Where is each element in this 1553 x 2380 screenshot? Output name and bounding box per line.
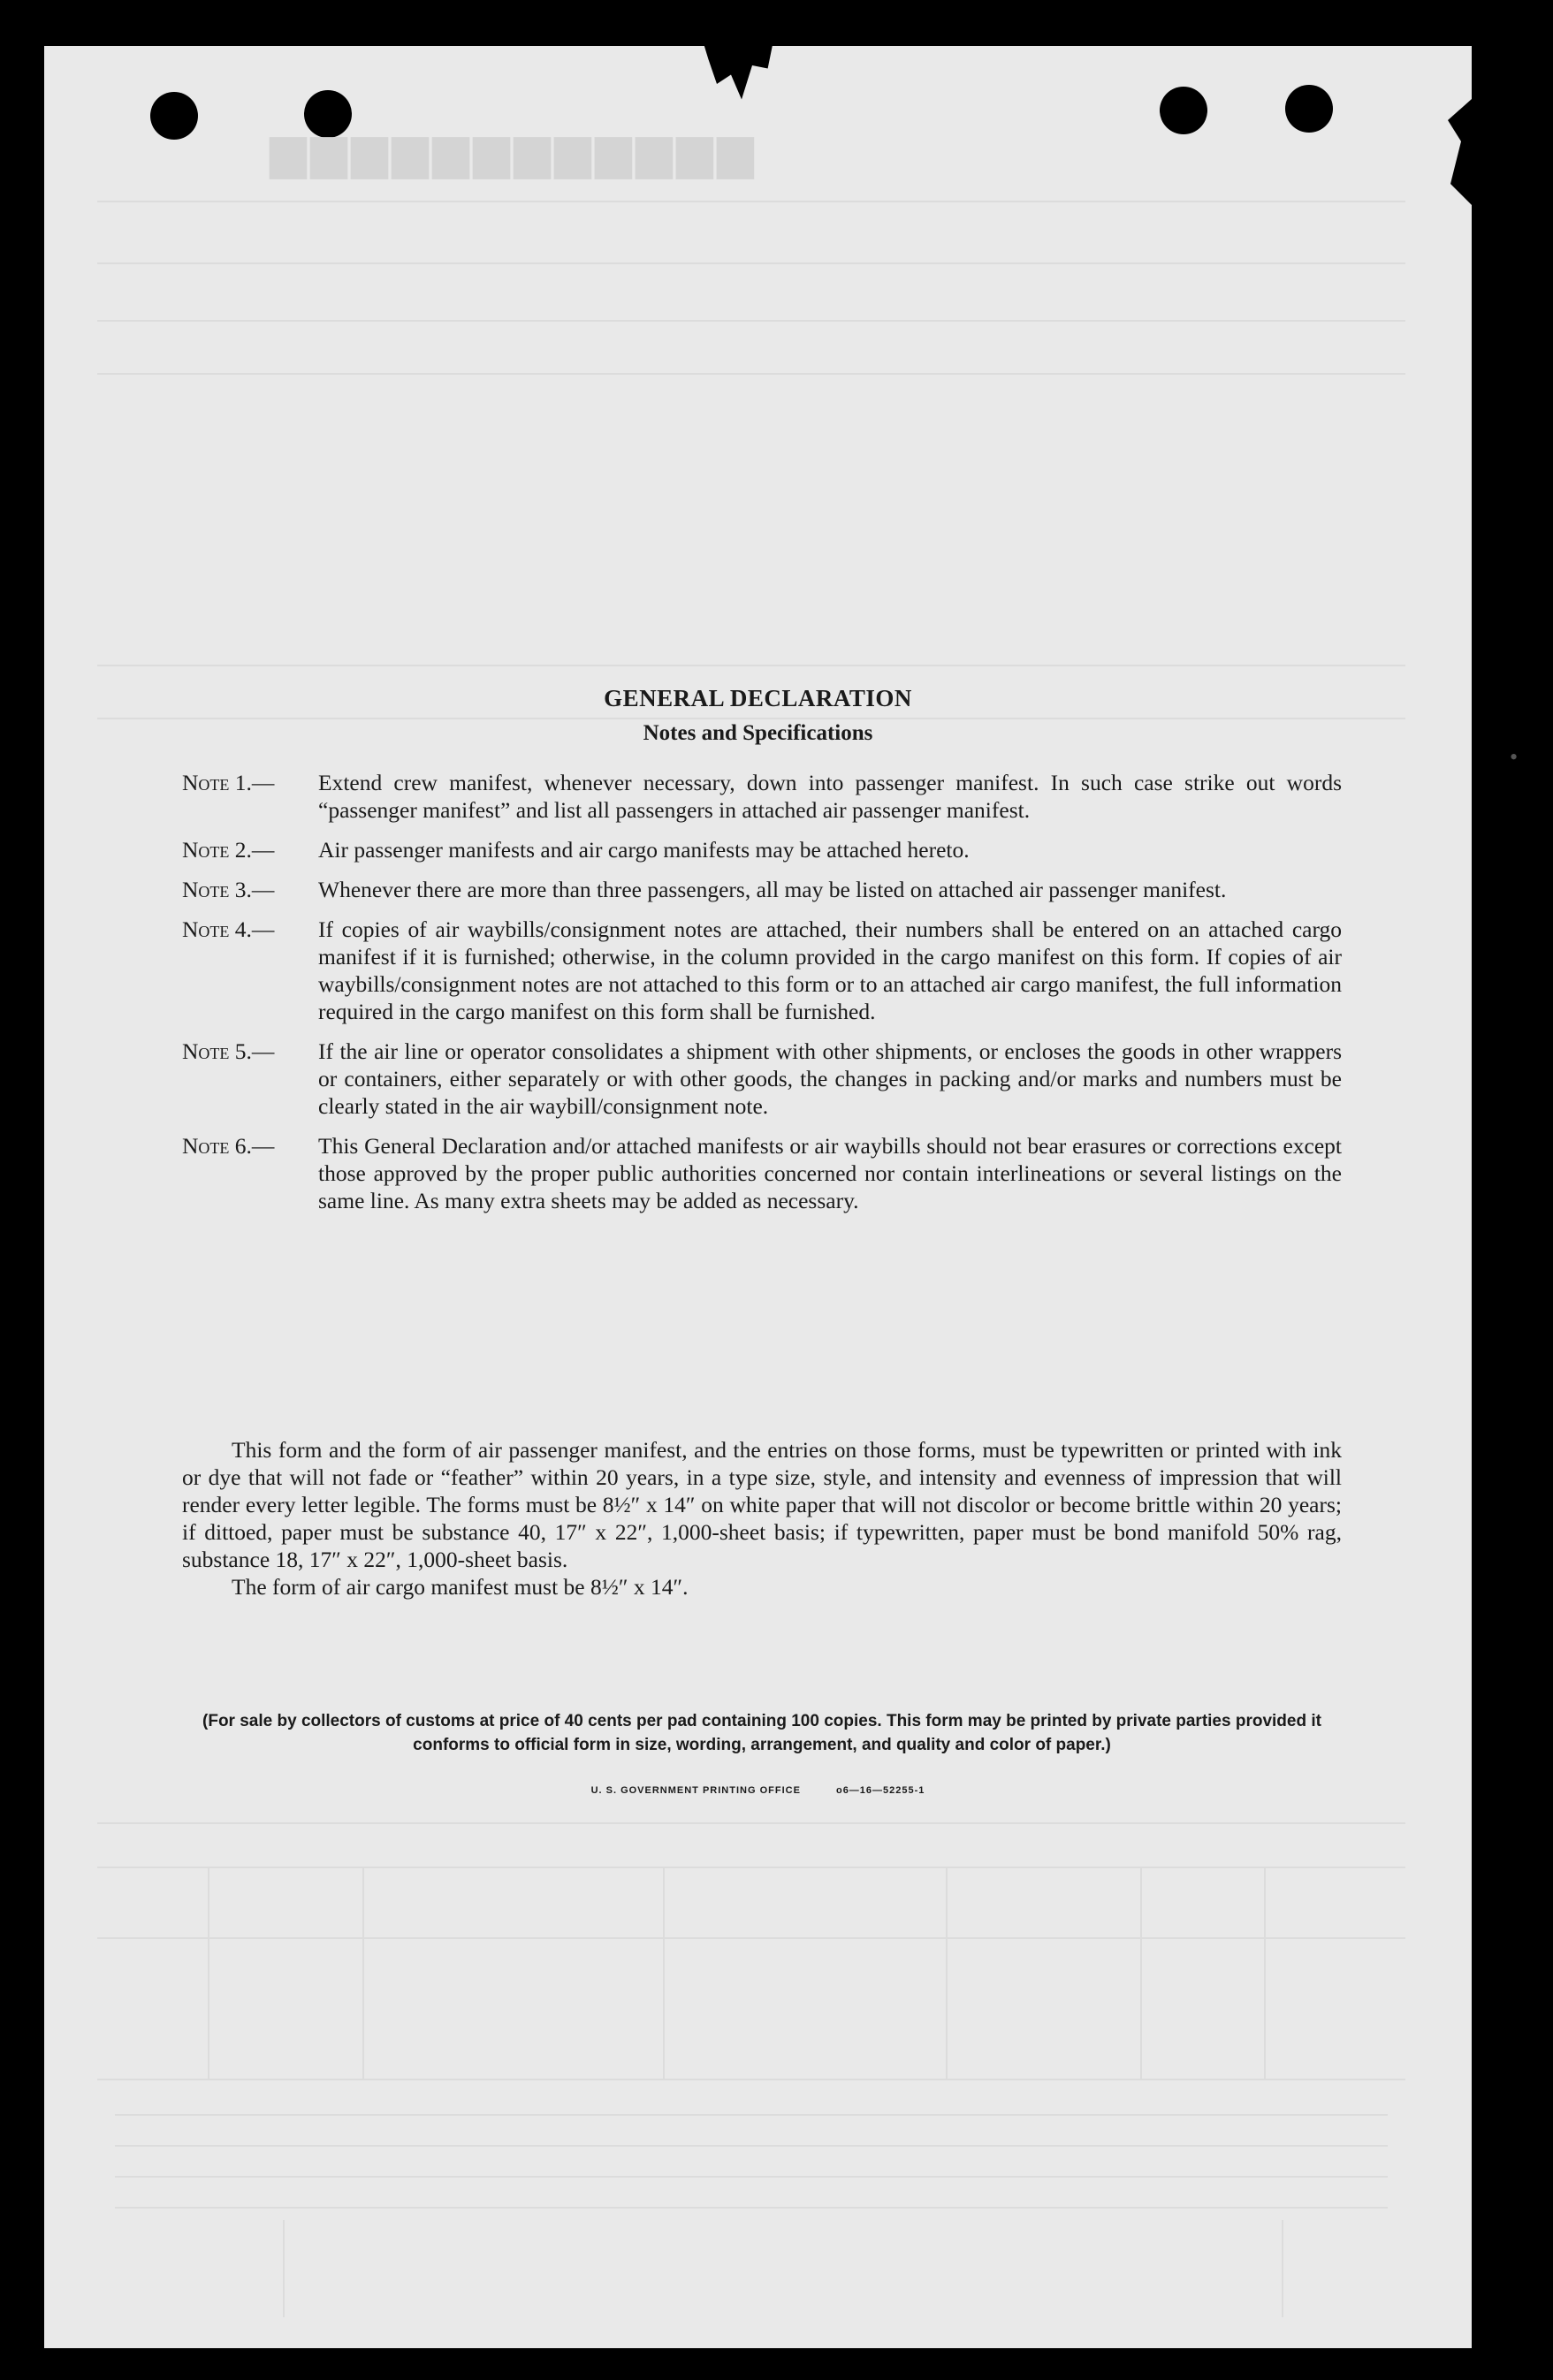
note-text: Air passenger manifests and air cargo manifests may be attached hereto. — [318, 837, 970, 863]
note-item — [182, 769, 1342, 824]
bleed-through-line — [115, 2207, 1388, 2209]
note-label: Note 1.— — [182, 770, 275, 795]
bleed-through-line — [946, 1867, 948, 2079]
bleed-through-line — [1282, 2220, 1283, 2317]
printer-imprint — [44, 1785, 1472, 1796]
note-text: Extend crew manifest, whenever necessary, down into passenger manifest. In such case strike out words “passenger manifest” and list all passengers in attached air passenger manifest. — [318, 770, 1342, 823]
bleed-through-line — [115, 2145, 1388, 2147]
note-label: Note 6.— — [182, 1133, 275, 1159]
punch-hole — [1160, 87, 1207, 134]
bleed-through-line — [208, 1867, 209, 2079]
note-label: Note 5.— — [182, 1038, 275, 1064]
cargo-manifest-size-text: The form of air cargo manifest must be 8½″ x 14″. — [232, 1574, 689, 1600]
note-text: Whenever there are more than three passengers, all may be listed on attached air passenger manifest. — [318, 877, 1227, 902]
note-item — [182, 916, 1342, 1025]
bleed-through-line — [97, 1937, 1405, 1939]
document-title: GENERAL DECLARATION — [604, 685, 912, 711]
bleed-through-line — [97, 373, 1405, 375]
bleed-through-line — [663, 1867, 665, 2079]
note-item — [182, 836, 1342, 863]
note-label: Note 4.— — [182, 916, 275, 942]
specifications-paragraph — [182, 1436, 1342, 1601]
document-subtitle: Notes and Specifications — [643, 721, 873, 745]
punch-hole — [1285, 85, 1333, 133]
margin-speck: • — [1510, 744, 1519, 770]
bleed-through-line — [97, 1822, 1405, 1824]
note-text: If the air line or operator consolidates a shipment with other shipments, or encloses the goods in other wrappers or containers, either separately or with other goods, the changes in packing and/or marks and numbers must be clearly stated in the air waybill/consignment note. — [318, 1038, 1342, 1119]
bleed-through-line — [283, 2220, 285, 2317]
note-label: Note 3.— — [182, 877, 275, 902]
torn-edge-right — [1419, 99, 1472, 205]
note-item — [182, 1038, 1342, 1120]
note-label: Note 2.— — [182, 837, 275, 863]
printer-code: o6—16—52255-1 — [835, 1785, 925, 1796]
note-item — [182, 1132, 1342, 1214]
printer-name: U. S. GOVERNMENT PRINTING OFFICE — [590, 1785, 801, 1796]
bleed-through-line — [115, 2114, 1388, 2116]
bleed-through-line — [1264, 1867, 1266, 2079]
bleed-through-line — [1140, 1867, 1142, 2079]
punch-hole — [150, 92, 198, 140]
bleed-through-mark: ▆▆▆▆▆▆▆▆▆▆▆▆ — [265, 127, 753, 178]
note-text: This General Declaration and/or attached manifests or air waybills should not bear erasures or corrections except those approved by the proper public authorities concerned nor contain interlineations or several listings on the same line. As many extra sheets may be added as necessary. — [318, 1133, 1342, 1213]
notes-list — [182, 769, 1342, 1227]
bleed-through-line — [115, 2176, 1388, 2178]
torn-edge — [703, 41, 773, 103]
bleed-through-line — [97, 718, 1405, 719]
bleed-through-line — [97, 1867, 1405, 1868]
sale-notice: (For sale by collectors of customs at price of 40 cents per pad containing 100 copies. This form may be printed by private parties provided it conforms to official form in size, wording, arrangement, and quality and color of paper.) — [202, 1712, 1321, 1754]
paper-specification-text: This form and the form of air passenger manifest, and the entries on those forms, must be typewritten or printed with ink or dye that will not fade or “feather” within 20 years, in a type size, style, and intensity and evenness of impression that will render every letter legible. The forms must be 8½″ x 14″ on white paper that will not discolor or become brittle within 20 years; if dittoed, paper must be substance 40, 17″ x 22″, 1,000-sheet basis; if typewritten, paper must be bond manifold 50% rag, substance 18, 17″ x 22″, 1,000-sheet basis. — [182, 1437, 1342, 1572]
bleed-through-line — [97, 262, 1405, 264]
bleed-through-line — [362, 1867, 364, 2079]
note-text: If copies of air waybills/consignment notes are attached, their numbers shall be entered on an attached cargo manifest if it is furnished; otherwise, in the column provided in the cargo manifest on this form. If copies of air waybills/consignment notes are not attached to this form or to an attached air cargo manifest, the full information required in the cargo manifest on this form shall be furnished. — [318, 916, 1342, 1024]
bleed-through-line — [97, 2079, 1405, 2080]
note-item — [182, 876, 1342, 903]
document-page — [44, 46, 1519, 2348]
bleed-through-line — [97, 665, 1405, 666]
bleed-through-line — [97, 320, 1405, 322]
bleed-through-line — [97, 201, 1405, 202]
